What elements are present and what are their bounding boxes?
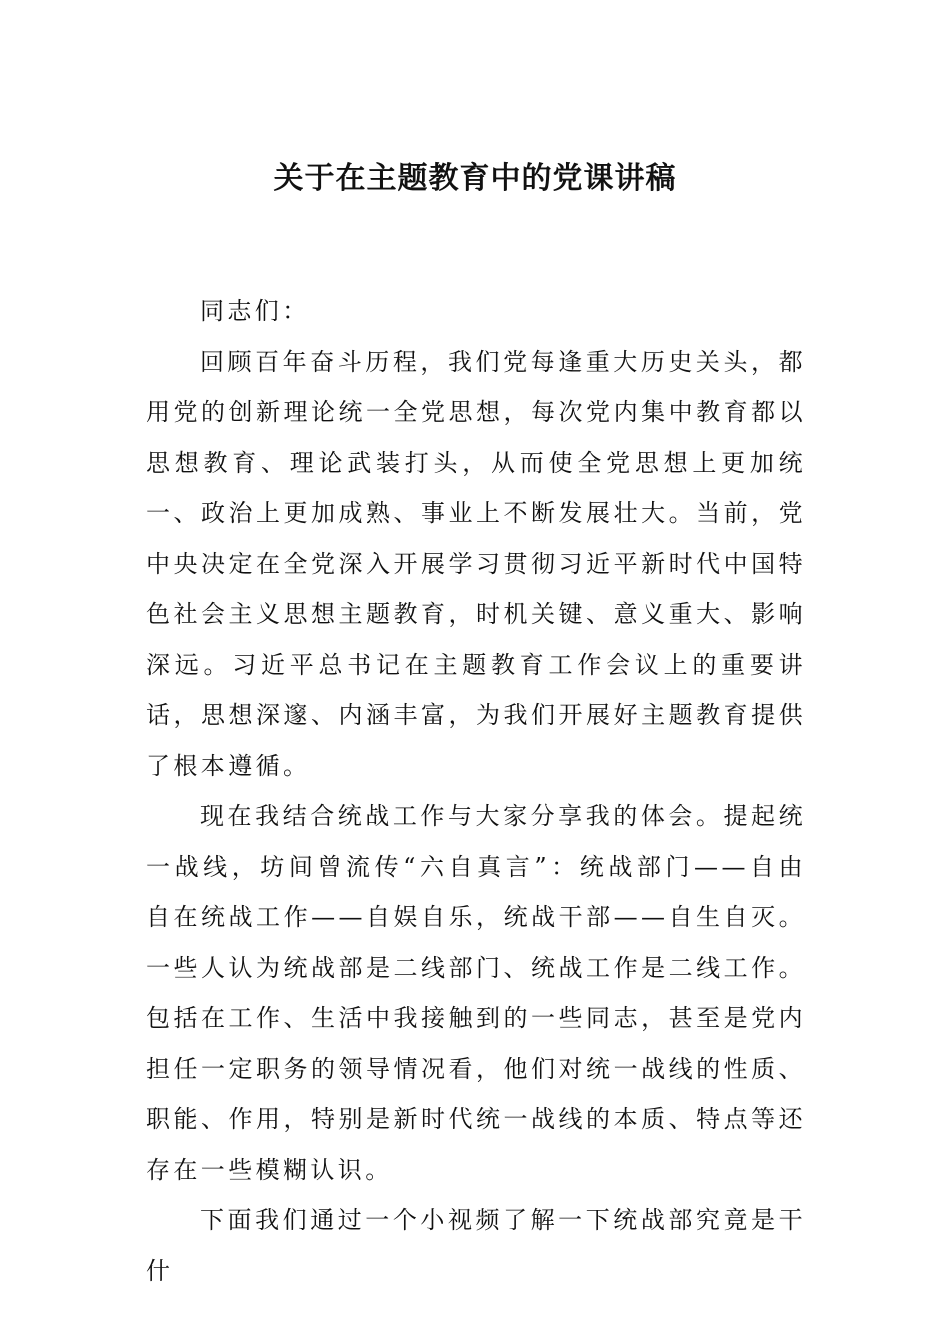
document-body xyxy=(146,286,806,1296)
paragraph: 回顾百年奋斗历程，我们党每逢重大历史关头，都用党的创新理论统一全党思想，每次党内集中教育都以思想教育、理论武装打头，从而使全党思想上更加统一、政治上更加成熟、事业上不断发展壮大。当前，党中央决定在全党深入开展学习贯彻习近平新时代中国特色社会主义思想主题教育，时机关键、意义重大、影响深远。习近平总书记在主题教育工作会议上的重要讲话，思想深邃、内涵丰富，为我们开展好主题教育提供了根本遵循。 xyxy=(146,347,806,780)
salutation: 同志们： xyxy=(200,297,310,325)
document-title: 关于在主题教育中的党课讲稿 xyxy=(273,161,677,196)
paragraph: 下面我们通过一个小视频了解一下统战部究竟是干什 xyxy=(146,1206,806,1285)
paragraph: 现在我结合统战工作与大家分享我的体会。提起统一战线，坊间曾流传“六自真言”：统战部门——自由自在统战工作——自娱自乐，统战干部——自生自灭。一些人认为统战部是二线部门、统战工作是二线工作。包括在工作、生活中我接触到的一些同志，甚至是党内担任一定职务的领导情况看，他们对统一战线的性质、职能、作用，特别是新时代统一战线的本质、特点等还存在一些模糊认识。 xyxy=(146,802,806,1184)
